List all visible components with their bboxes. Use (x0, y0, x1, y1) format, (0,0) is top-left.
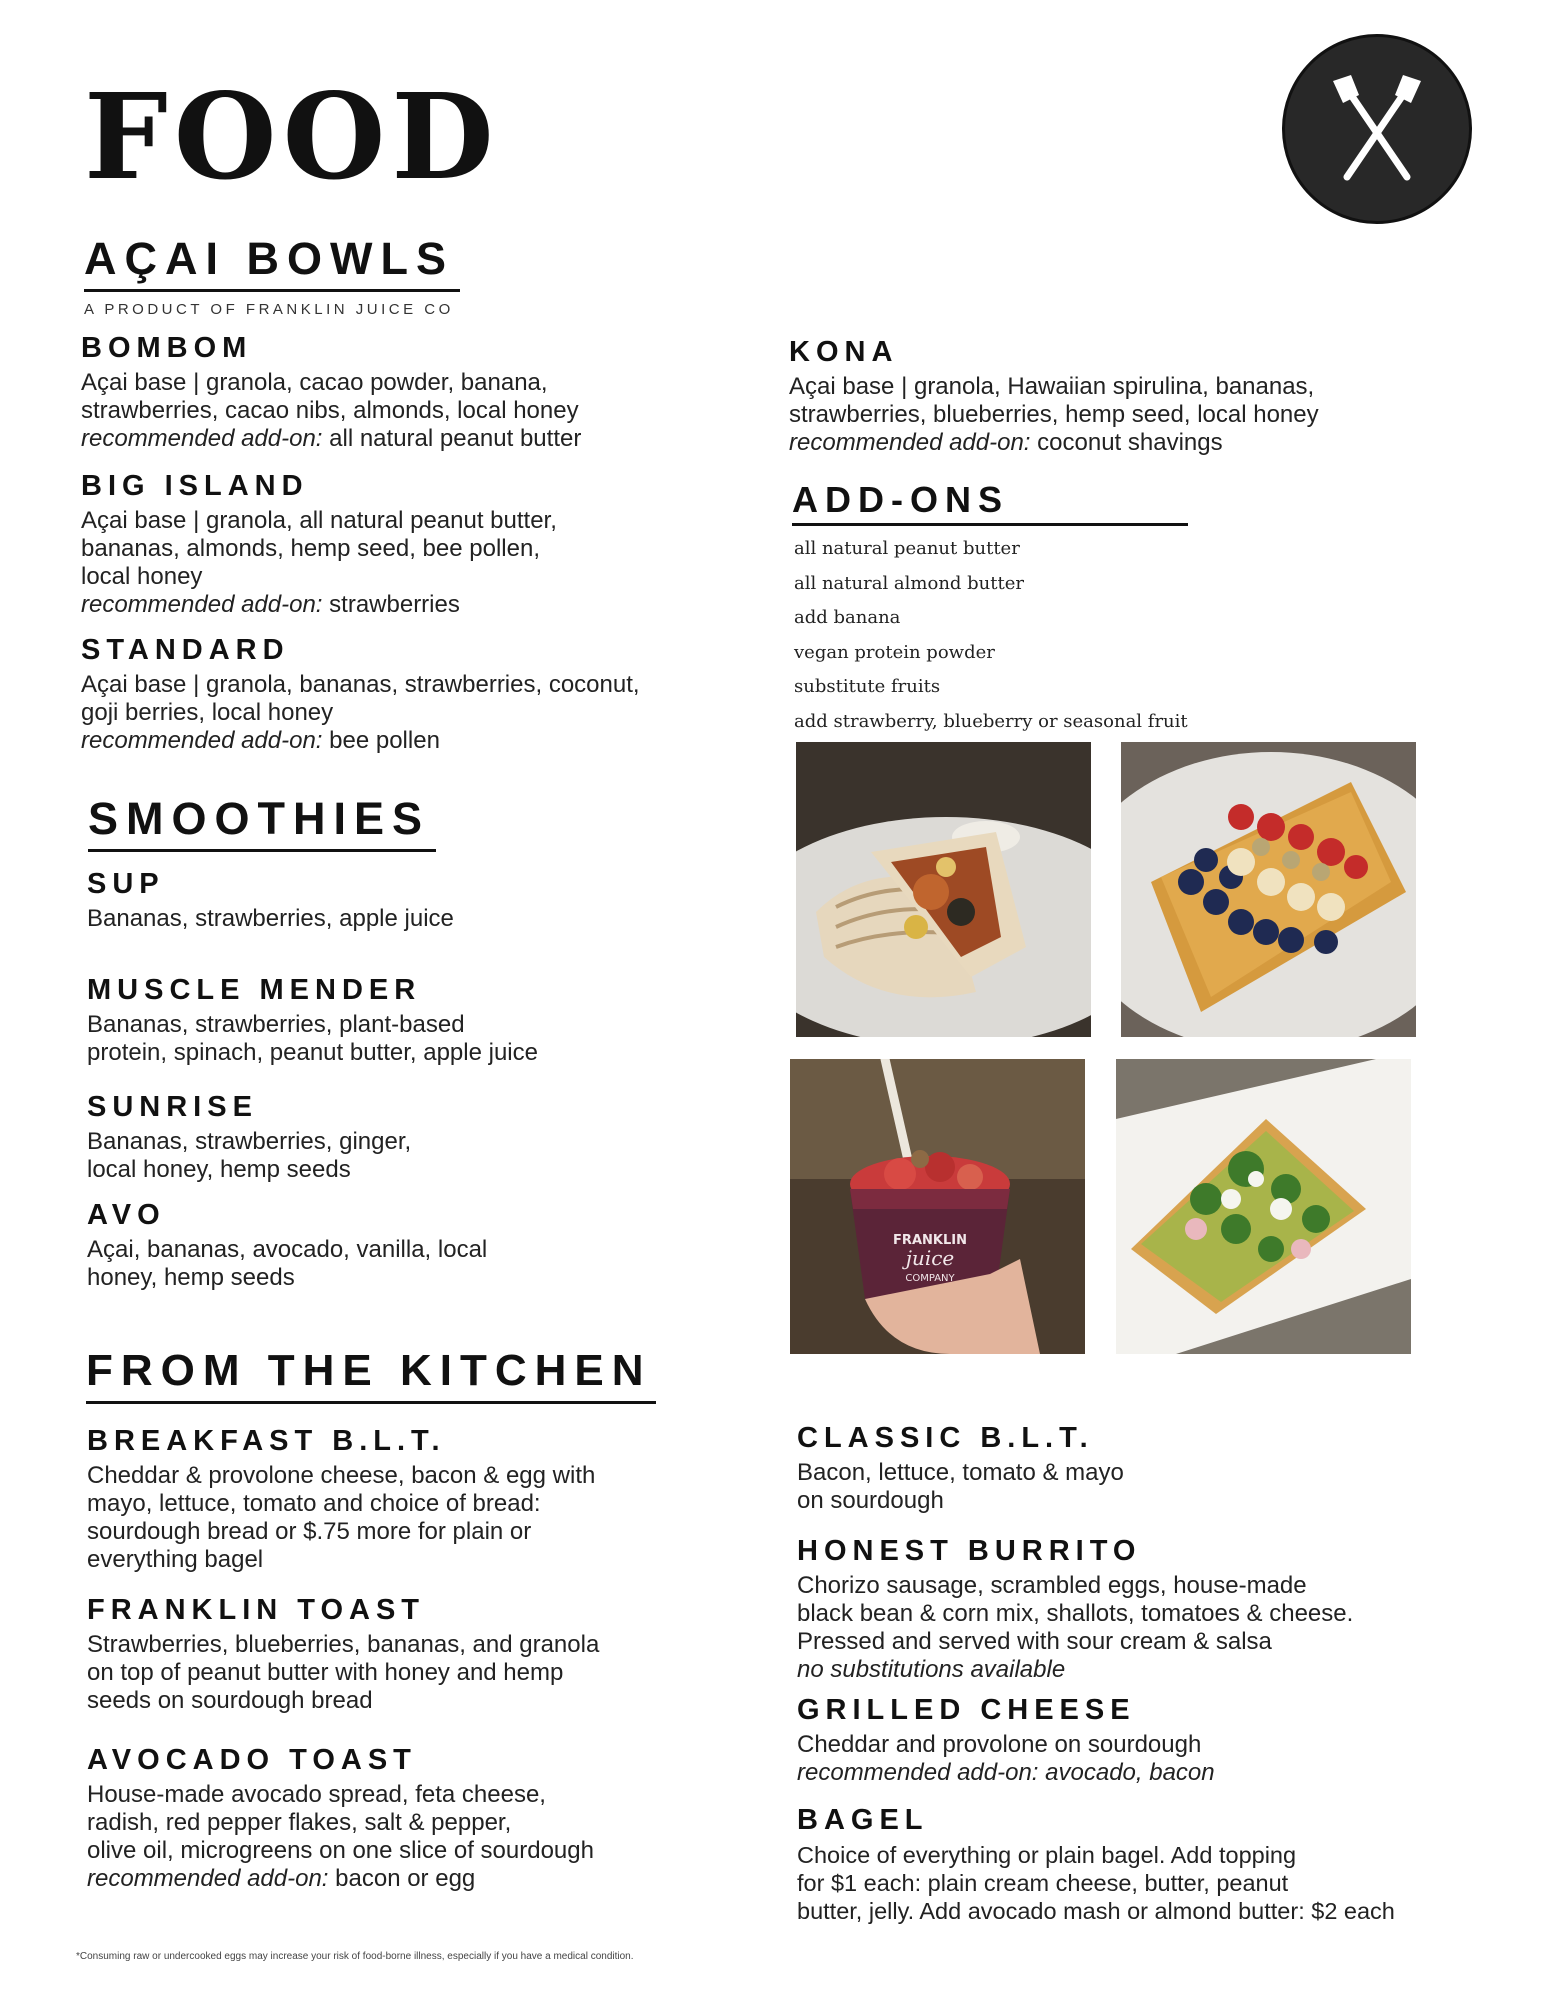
addon-item: add strawberry, blueberry or seasonal fruit (794, 710, 1188, 732)
menu-item-big-island (81, 472, 557, 619)
menu-item-sunrise (87, 1093, 411, 1184)
addons-section (792, 479, 1188, 739)
kitchen-section-header (86, 1346, 656, 1404)
item-description: Choice of everything or plain bagel. Add topping for $1 each: plain cream cheese, butter, peanut butter, jelly. Add avocado mash or almond butter: $2 each (797, 1842, 1395, 1924)
menu-item-bombom (81, 334, 581, 453)
addon-item: add banana (794, 607, 901, 628)
item-name: MUSCLE MENDER (87, 974, 422, 1006)
menu-item-grilled-cheese (797, 1696, 1215, 1787)
acai-section-header (84, 233, 460, 318)
menu-item-standard (81, 636, 640, 755)
item-description: Açai base | granola, bananas, strawberries, coconut, goji berries, local honey (81, 671, 640, 726)
item-name: AVOCADO TOAST (87, 1744, 417, 1776)
menu-item-franklin-toast (87, 1596, 599, 1715)
acai-section-subtitle: A PRODUCT OF FRANKLIN JUICE CO (84, 301, 454, 318)
item-description: House-made avocado spread, feta cheese, radish, red pepper flakes, salt & pepper, olive oil, microgreens on one slice of sourdough (87, 1781, 594, 1864)
smoothies-section-header (88, 793, 436, 852)
item-description: Açai base | granola, cacao powder, banana, strawberries, cacao nibs, almonds, local honey (81, 369, 579, 424)
item-name: KONA (789, 336, 899, 368)
franklin-toast-photo (1121, 742, 1416, 1037)
addon-item: substitute fruits (794, 676, 941, 697)
item-name: CLASSIC B.L.T. (797, 1422, 1094, 1454)
crossed-axes-icon (1285, 37, 1469, 221)
menu-item-kona (789, 338, 1319, 457)
item-name: AVO (87, 1199, 166, 1231)
item-description: Açai, bananas, avocado, vanilla, local honey, hemp seeds (87, 1236, 488, 1291)
item-description: Açai base | granola, all natural peanut butter, bananas, almonds, hemp seed, bee pollen, local honey (81, 507, 557, 590)
item-name: BAGEL (797, 1804, 929, 1836)
item-name: FRANKLIN TOAST (87, 1594, 426, 1626)
item-description: Cheddar and provolone on sourdough (797, 1731, 1202, 1758)
cup-label-line1: FRANKLIN (893, 1233, 967, 1248)
item-description: Bananas, strawberries, apple juice (87, 905, 454, 932)
menu-item-classic-blt (797, 1424, 1124, 1515)
item-name: BOMBOM (81, 332, 253, 364)
page-title: FOOD (84, 67, 500, 206)
item-recommendation: recommended add-on: bee pollen (81, 727, 440, 754)
menu-item-avo (87, 1201, 487, 1292)
menu-item-bagel (797, 1806, 1395, 1925)
item-description: Chorizo sausage, scrambled eggs, house-made black bean & corn mix, shallots, tomatoes & cheese. Pressed and served with sour cream & salsa (797, 1572, 1354, 1655)
footnote: *Consuming raw or undercooked eggs may increase your risk of food-borne illness, especially if you have a medical condition. (76, 1951, 634, 1962)
addon-item: vegan protein powder (794, 641, 995, 663)
item-name: SUP (87, 868, 165, 900)
item-recommendation: recommended add-on: all natural peanut butter (81, 425, 582, 452)
burrito-photo (796, 742, 1091, 1037)
addon-item: all natural peanut butter (794, 538, 1020, 559)
menu-item-sup (87, 870, 454, 933)
item-note: no substitutions available (797, 1656, 1066, 1683)
item-name: BREAKFAST B.L.T. (87, 1425, 446, 1457)
item-name: BIG ISLAND (81, 470, 309, 502)
item-description: Bananas, strawberries, ginger, local honey, hemp seeds (87, 1128, 412, 1183)
item-name: STANDARD (81, 634, 290, 666)
menu-item-avocado-toast (87, 1746, 594, 1893)
cup-label-line3: COMPANY (905, 1273, 955, 1284)
acai-section-title: AÇAI BOWLS (84, 236, 460, 292)
menu-item-muscle-mender (87, 976, 538, 1067)
addons-section-title: ADD-ONS (792, 482, 1188, 526)
item-description: Açai base | granola, Hawaiian spirulina, bananas, strawberries, blueberries, hemp seed, local honey (789, 373, 1319, 428)
item-name: HONEST BURRITO (797, 1535, 1142, 1567)
addons-list (794, 532, 1188, 739)
kitchen-section-title: FROM THE KITCHEN (86, 1349, 656, 1404)
item-name: SUNRISE (87, 1091, 258, 1123)
menu-item-breakfast-blt (87, 1427, 595, 1574)
item-name: GRILLED CHEESE (797, 1694, 1136, 1726)
addon-item: all natural almond butter (794, 572, 1025, 594)
item-recommendation: recommended add-on: coconut shavings (789, 429, 1223, 456)
crossed-axes-logo (1282, 34, 1472, 224)
avocado-toast-photo (1116, 1059, 1411, 1354)
cup-label-line2: juice (905, 1246, 955, 1270)
item-description: Bacon, lettuce, tomato & mayo on sourdough (797, 1459, 1124, 1514)
item-recommendation: recommended add-on: strawberries (81, 591, 460, 618)
item-recommendation: recommended add-on: bacon or egg (87, 1865, 476, 1892)
item-description: Strawberries, blueberries, bananas, and granola on top of peanut butter with honey and hemp seeds on sourdough bread (87, 1631, 600, 1714)
item-description: Cheddar & provolone cheese, bacon & egg with mayo, lettuce, tomato and choice of bread: sourdough bread or $.75 more for plain or everything bagel (87, 1462, 596, 1573)
item-description: Bananas, strawberries, plant-based protein, spinach, peanut butter, apple juice (87, 1011, 538, 1066)
acai-bowl-photo (790, 1059, 1085, 1354)
menu-item-honest-burrito (797, 1537, 1353, 1684)
smoothies-section-title: SMOOTHIES (88, 796, 436, 852)
item-note: recommended add-on: avocado, bacon (797, 1759, 1215, 1786)
